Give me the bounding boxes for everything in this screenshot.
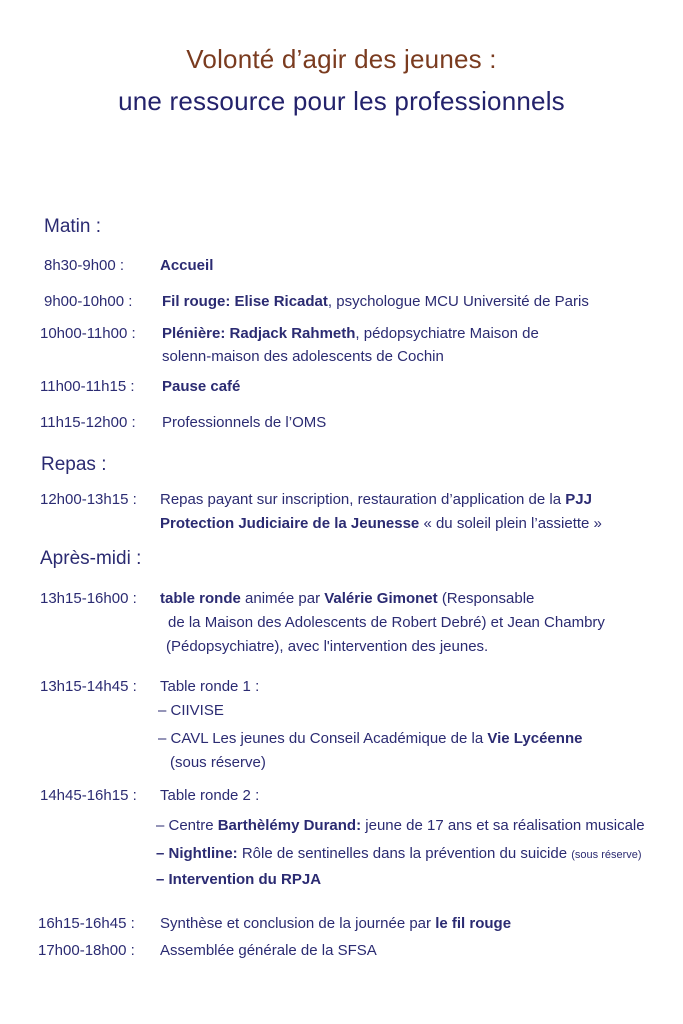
- program-row: [40, 322, 539, 346]
- section-repas: Repas :: [41, 454, 107, 475]
- row-text: – Centre: [156, 817, 214, 834]
- row-time: 8h30-9h00 :: [44, 257, 125, 274]
- row-text: « du soleil plein l’assiette »: [423, 515, 602, 532]
- row-bold: – Intervention du RPJA: [156, 871, 322, 888]
- row-time: 13h15-14h45 :: [40, 678, 137, 695]
- row-continuation: solenn-maison des adolescents de Cochin: [162, 348, 444, 365]
- row-time: 11h00-11h15 :: [40, 378, 135, 395]
- row-bold: Plénière: Radjack Rahmeth: [162, 325, 356, 342]
- row-time: 12h00-13h15 :: [40, 491, 137, 508]
- program-row: [38, 939, 377, 963]
- list-item: [158, 727, 582, 751]
- row-title: Table ronde 1 :: [160, 678, 260, 695]
- program-row: [44, 254, 213, 278]
- row-text: – CAVL Les jeunes du Conseil Académique de la: [158, 730, 484, 747]
- program-row: [40, 587, 534, 611]
- row-bold: Accueil: [160, 257, 214, 274]
- program-row: [40, 411, 326, 435]
- program-row: [40, 784, 259, 808]
- row-title: Table ronde 2 :: [160, 787, 260, 804]
- row-bold: Valérie Gimonet: [324, 590, 438, 607]
- page-title-line2: une ressource pour les professionnels: [118, 86, 565, 116]
- program-row: [40, 488, 592, 512]
- row-continuation: (sous réserve): [170, 754, 266, 771]
- row-text: , psychologue MCU Université de Paris: [327, 293, 589, 310]
- row-note: (sous réserve): [571, 849, 642, 861]
- program-row: [44, 290, 589, 314]
- row-bold: – Nightline:: [156, 845, 238, 862]
- page-title-line1: Volonté d’agir des jeunes :: [186, 44, 497, 74]
- row-text: Synthèse et conclusion de la journée par: [160, 915, 432, 932]
- row-text: , pédopsychiatre Maison de: [355, 325, 539, 342]
- list-item: [156, 842, 642, 867]
- row-bold: Protection Judiciaire de la Jeunesse: [160, 515, 420, 532]
- program-row: [38, 912, 511, 936]
- row-time: 16h15-16h45 :: [38, 915, 135, 932]
- row-bold: table ronde: [160, 590, 241, 607]
- row-time: 13h15-16h00 :: [40, 590, 137, 607]
- row-continuation: (Pédopsychiatre), avec l'intervention des jeunes.: [166, 638, 489, 655]
- row-time: 10h00-11h00 :: [40, 325, 136, 342]
- row-bold: PJJ: [565, 491, 592, 508]
- row-bold: Fil rouge:: [162, 293, 231, 310]
- row-text: Professionnels de l’OMS: [162, 414, 327, 431]
- program-row: [40, 675, 259, 699]
- row-text: (Responsable: [441, 590, 535, 607]
- list-item: [156, 868, 321, 892]
- list-item: – CIIVISE: [158, 702, 224, 719]
- program-row: [40, 375, 240, 399]
- row-bold: le fil rouge: [435, 915, 512, 932]
- row-bold: Vie Lycéenne: [487, 730, 583, 747]
- row-text: Rôle de sentinelles dans la prévention du suicide: [241, 845, 568, 862]
- section-apres-midi: Après-midi :: [40, 548, 142, 569]
- row-time: 14h45-16h15 :: [40, 787, 137, 804]
- row-time: 17h00-18h00 :: [38, 942, 135, 959]
- row-continuation: de la Maison des Adolescents de Robert Debré) et Jean Chambry: [168, 614, 605, 631]
- row-time: 11h15-12h00 :: [40, 414, 136, 431]
- row-continuation: [160, 512, 602, 536]
- row-bold: Pause café: [162, 378, 241, 395]
- section-matin: Matin :: [44, 216, 102, 237]
- row-text: Assemblée générale de la SFSA: [160, 942, 377, 959]
- row-bold: Barthèlémy Durand:: [217, 817, 362, 834]
- row-time: 9h00-10h00 :: [44, 293, 133, 310]
- row-text: jeune de 17 ans et sa réalisation musicale: [365, 817, 645, 834]
- list-item: [156, 814, 645, 838]
- row-text: animée par: [245, 590, 321, 607]
- row-bold: Elise Ricadat: [234, 293, 328, 310]
- row-text: Repas payant sur inscription, restauration d’application de la: [160, 491, 562, 508]
